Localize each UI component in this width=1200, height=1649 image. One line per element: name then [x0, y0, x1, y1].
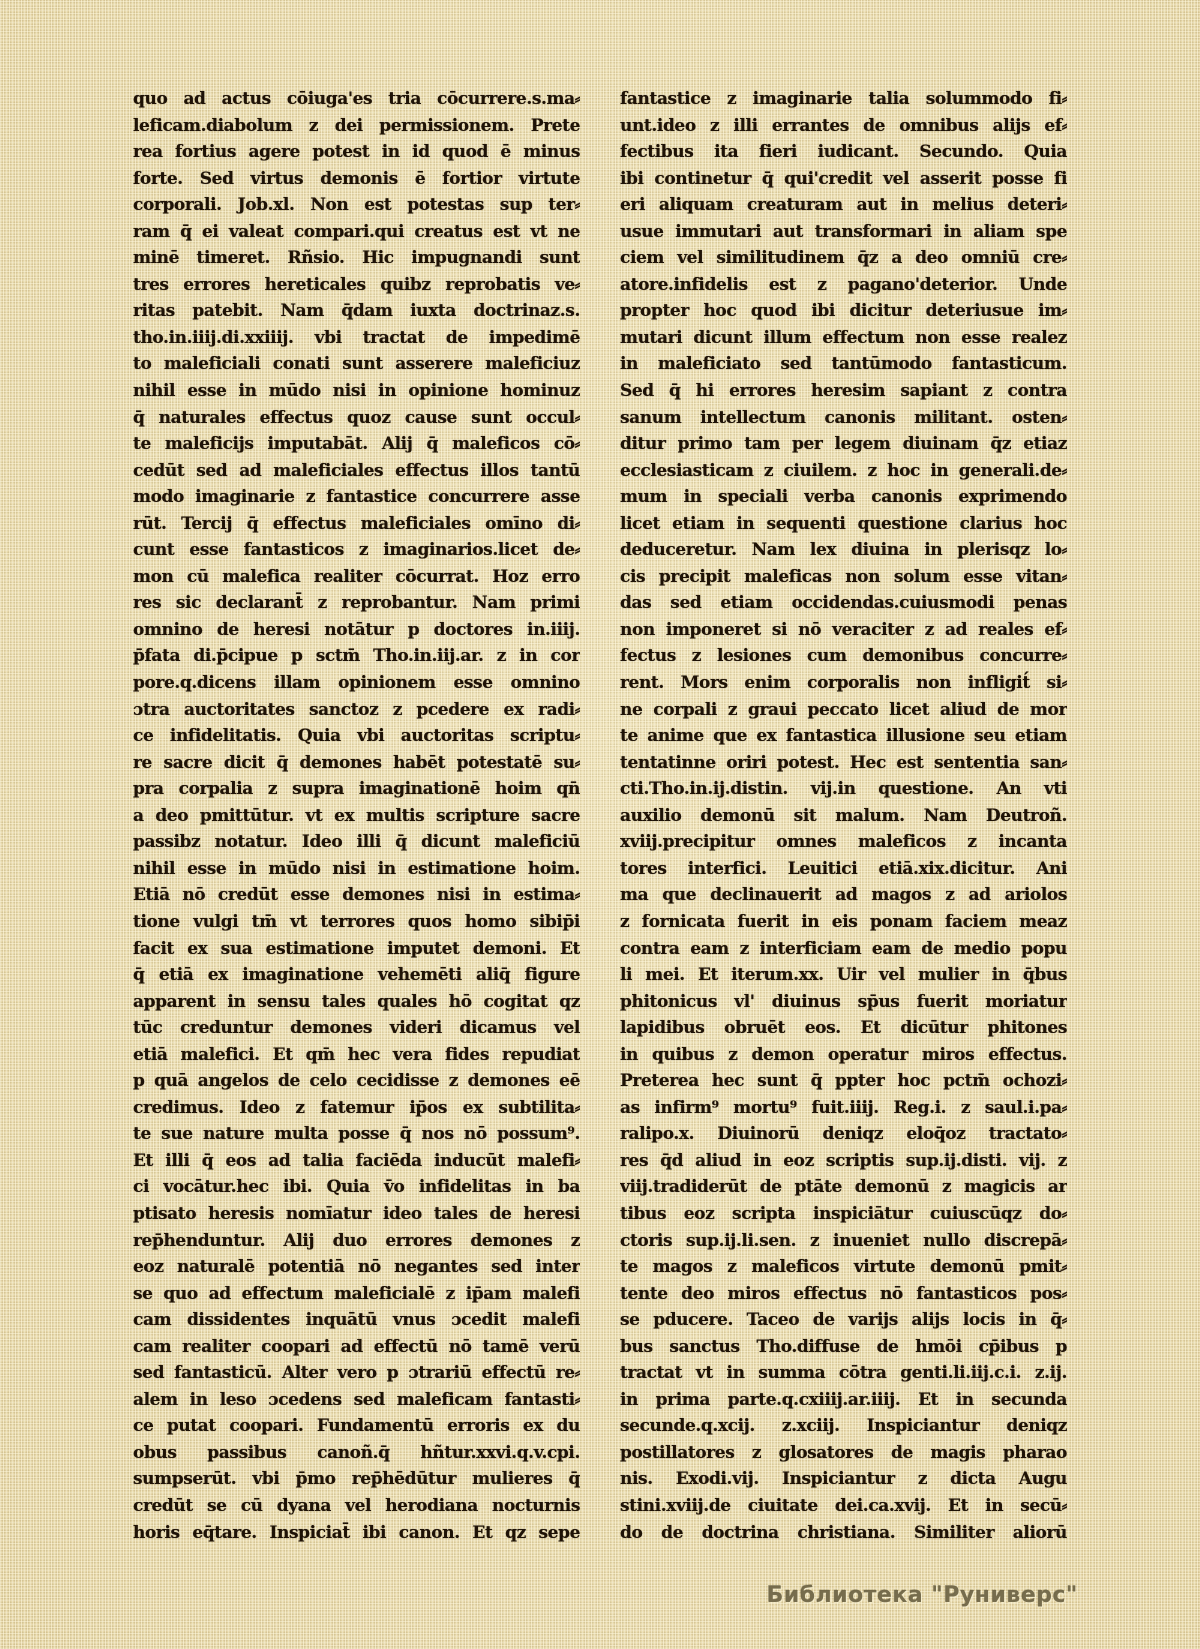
- text-line: modo imaginarie z fantastice concurrere asse: [133, 487, 580, 508]
- text-line: ctoris sup.ij.li.sen. z inueniet nullo discrepā⸗: [620, 1230, 1067, 1251]
- text-line: ditur primo tam per legem diuinam q̄z etiaz: [620, 434, 1067, 455]
- text-line: ne corpali z graui peccato licet aliud de mor: [620, 699, 1067, 720]
- text-line: nihil esse in mūdo nisi in opinione hominuz: [133, 381, 580, 402]
- text-line: tente deo miros effectus nō fantasticos pos⸗: [620, 1283, 1067, 1304]
- text-line: tho.in.iiij.di.xxiiij. vbi tractat de impedimē: [133, 327, 580, 348]
- text-line: rent. Mors enim corporalis non infligit́ si⸗: [620, 673, 1067, 694]
- text-line: auxilio demonū sit malum. Nam Deutroñ.: [620, 805, 1067, 826]
- text-line: Preterea hec sunt q̄ ppter hoc pctm̄ ochozi⸗: [620, 1071, 1067, 1092]
- text-line: ɔtra auctoritates sanctoz z pcedere ex radi⸗: [133, 699, 580, 720]
- text-line: sanum intellectum canonis militant. osten⸗: [620, 407, 1067, 428]
- text-line: fectibus ita fieri iudicant. Secundo. Quia: [620, 142, 1067, 163]
- text-line: unt.ideo z illi errantes de omnibus alijs ef⸗: [620, 115, 1067, 136]
- text-line: z fornicata fuerit in eis ponam faciem meaz: [620, 911, 1067, 932]
- text-line: sed fantasticū. Alter vero p ɔtrariū effectū re⸗: [133, 1363, 580, 1384]
- text-line: lapidibus obruēt eos. Et dicūtur phitones: [620, 1018, 1067, 1039]
- text-line: pore.q.dicens illam opinionem esse omnino: [133, 673, 580, 694]
- text-line: viij.tradiderūt de ptāte demonū z magicis ar: [620, 1177, 1067, 1198]
- text-line: cedūt sed ad maleficiales effectus illos tantū: [133, 460, 580, 481]
- text-line: usue immutari aut transformari in aliam spe: [620, 221, 1067, 242]
- text-line: quo ad actus cōiuga'es tria cōcurrere.s.ma⸗: [133, 89, 580, 109]
- text-line: res sic declarant̄ z reprobantur. Nam primi: [133, 593, 580, 614]
- text-line: etiā malefici. Et qm̄ hec vera fides repudiat: [133, 1044, 580, 1065]
- text-line: rea fortius agere potest in id quod ē minus: [133, 142, 580, 163]
- text-line: mutari dicunt illum effectum non esse realez: [620, 327, 1067, 348]
- text-line: tractat vt in summa cōtra genti.li.iij.c.i. z.ij.: [620, 1363, 1067, 1384]
- text-line: nis. Exodi.vij. Inspiciantur z dicta Augu: [620, 1469, 1067, 1490]
- text-line: alem in leso ɔcedens sed maleficam fantasti⸗: [133, 1389, 580, 1410]
- text-line: omnino de heresi notātur p doctores in.iiij.: [133, 619, 580, 640]
- text-line: in maleficiato sed tantūmodo fantasticum.: [620, 354, 1067, 375]
- text-line: propter hoc quod ibi dicitur deteriusue im⸗: [620, 301, 1067, 322]
- text-line: p quā angelos de celo cecidisse z demones eē: [133, 1071, 580, 1092]
- text-line: tūc creduntur demones videri dicamus vel: [133, 1018, 580, 1039]
- text-line: facit ex sua estimatione imputet demoni. Et: [133, 938, 580, 959]
- text-line: te anime que ex fantastica illusione seu etiam: [620, 726, 1067, 747]
- text-line: ibi continetur q̄ qui'credit vel asserit posse fi: [620, 168, 1067, 189]
- text-line: licet etiam in sequenti questione clarius hoc: [620, 513, 1067, 534]
- text-line: li mei. Et iterum.xx. Uir vel mulier in q̄bus: [620, 965, 1067, 986]
- text-line: contra eam z interficiam eam de medio popu: [620, 938, 1067, 959]
- text-line: atore.infidelis est z pagano'deterior. Unde: [620, 274, 1067, 295]
- text-line: Sed q̄ hi errores heresim sapiant z contra: [620, 381, 1067, 402]
- library-watermark: Библиотека "Руниверс": [766, 1583, 1078, 1608]
- text-line: eoz naturalē potentiā nō negantes sed inter: [133, 1257, 580, 1278]
- text-line: cti.Tho.in.ij.distin. vij.in questione. An vti: [620, 779, 1067, 800]
- text-line: credimus. Ideo z fatemur ip̄os ex subtilita⸗: [133, 1097, 580, 1118]
- text-line: ecclesiasticam z ciuilem. z hoc in generali.de⸗: [620, 460, 1067, 481]
- text-line: secunde.q.xcij. z.xciij. Inspiciantur deniqz: [620, 1416, 1067, 1437]
- text-line: se quo ad effectum maleficialē z ip̄am malefi: [133, 1283, 580, 1304]
- text-line: te magos z maleficos virtute demonū pmit⸗: [620, 1257, 1067, 1278]
- text-line: apparent in sensu tales quales hō cogitat qz: [133, 991, 580, 1012]
- text-line: tibus eoz scripta inspiciātur cuiuscūqz do⸗: [620, 1203, 1067, 1224]
- text-line: cam realiter coopari ad effectū nō tamē verū: [133, 1336, 580, 1357]
- text-line: ma que declinauerit ad magos z ad ariolos: [620, 885, 1067, 906]
- text-line: fantastice z imaginarie talia solummodo fi⸗: [620, 89, 1067, 109]
- text-column-right: [620, 86, 1067, 1546]
- text-line: ce infidelitatis. Quia vbi auctoritas scriptu⸗: [133, 726, 580, 747]
- text-line: forte. Sed virtus demonis ē fortior virtute: [133, 168, 580, 189]
- text-line: mon cū malefica realiter cōcurrat. Hoz erro: [133, 566, 580, 587]
- text-line: ralipo.x. Diuinorū deniqz eloq̄oz tractato⸗: [620, 1124, 1067, 1145]
- text-line: q̄ etiā ex imaginatione vehemēti aliq̄ figure: [133, 965, 580, 986]
- text-line: re sacre dicit q̄ demones habēt potestatē su⸗: [133, 752, 580, 773]
- text-line: eri aliquam creaturam aut in melius deteri⸗: [620, 195, 1067, 216]
- text-line: bus sanctus Tho.diffuse de hmōi cp̄ibus p: [620, 1336, 1067, 1357]
- text-line: in quibus z demon operatur miros effectus.: [620, 1044, 1067, 1065]
- text-line: minē timeret. Rñsio. Hic impugnandi sunt: [133, 248, 580, 269]
- text-line: do de doctrina christiana. Similiter aliorū: [620, 1522, 1067, 1543]
- text-line: fectus z lesiones cum demonibus concurre⸗: [620, 646, 1067, 667]
- text-line: passibz notatur. Ideo illi q̄ dicunt maleficiū: [133, 832, 580, 853]
- text-line: corporali. Job.xl. Non est potestas sup ter⸗: [133, 195, 580, 216]
- text-line: non imponeret si nō veraciter z ad reales ef⸗: [620, 619, 1067, 640]
- text-line: res q̄d aliud in eoz scriptis sup.ij.disti. vij. z: [620, 1150, 1067, 1171]
- text-line: deduceretur. Nam lex diuina in plerisqz lo⸗: [620, 540, 1067, 561]
- text-line: in prima parte.q.cxiiij.ar.iiij. Et in secunda: [620, 1389, 1067, 1410]
- text-line: ce putat coopari. Fundamentū erroris ex du: [133, 1416, 580, 1437]
- text-line: Etiā nō credūt esse demones nisi in estima⸗: [133, 885, 580, 906]
- text-line: as infirm⁹ mortu⁹ fuit.iiij. Reg.i. z saul.i.pa⸗: [620, 1097, 1067, 1118]
- text-line: nihil esse in mūdo nisi in estimatione hoim.: [133, 858, 580, 879]
- text-line: credūt se cū dyana vel herodiana nocturnis: [133, 1495, 580, 1516]
- text-line: tione vulgi tm̄ vt terrores quos homo sibip̄i: [133, 911, 580, 932]
- text-line: leficam.diabolum z dei permissionem. Prete: [133, 115, 580, 136]
- text-line: cam dissidentes inquātū vnus ɔcedit malefi: [133, 1310, 580, 1331]
- text-line: ram q̄ ei valeat compari.qui creatus est vt ne: [133, 221, 580, 242]
- text-line: rūt. Tercij q̄ effectus maleficiales omīno di⸗: [133, 513, 580, 534]
- text-line: das sed etiam occidendas.cuiusmodi penas: [620, 593, 1067, 614]
- text-line: cunt esse fantasticos z imaginarios.licet de⸗: [133, 540, 580, 561]
- text-line: ptisato heresis nomīatur ideo tales de heresi: [133, 1203, 580, 1224]
- text-line: rep̄henduntur. Alij duo errores demones z: [133, 1230, 580, 1251]
- text-line: phitonicus vl' diuinus sp̄us fuerit moriatur: [620, 991, 1067, 1012]
- text-line: tores interfici. Leuitici etiā.xix.dicitur. Ani: [620, 858, 1067, 879]
- text-line: ciem vel similitudinem q̄z a deo omniū cre⸗: [620, 248, 1067, 269]
- text-line: postillatores z glosatores de magis pharao: [620, 1442, 1067, 1463]
- text-line: te sue nature multa posse q̄ nos nō possum⁹.: [133, 1124, 580, 1145]
- text-line: p̄fata di.p̄cipue p sctm̄ Tho.in.iij.ar. z in cor: [133, 646, 580, 667]
- text-line: stini.xviij.de ciuitate dei.ca.xvij. Et in secū⸗: [620, 1495, 1067, 1516]
- text-line: mum in speciali verba canonis exprimendo: [620, 487, 1067, 508]
- text-line: cis precipit maleficas non solum esse vitan⸗: [620, 566, 1067, 587]
- text-line: ritas patebit. Nam q̄dam iuxta doctrinaz.s.: [133, 301, 580, 322]
- text-column-left: [133, 86, 580, 1546]
- text-line: q̄ naturales effectus quoz cause sunt occul⸗: [133, 407, 580, 428]
- text-line: a deo pmittūtur. vt ex multis scripture sacre: [133, 805, 580, 826]
- text-line: Et illi q̄ eos ad talia faciēda inducūt malefi⸗: [133, 1150, 580, 1171]
- text-line: obus passibus canoñ.q̄ hñtur.xxvi.q.v.cpi.: [133, 1442, 580, 1463]
- text-line: xviij.precipitur omnes maleficos z incanta: [620, 832, 1067, 853]
- text-line: tentatinne oriri potest. Hec est sententia san⸗: [620, 752, 1067, 773]
- text-line: se pducere. Taceo de varijs alijs locis in q̄⸗: [620, 1310, 1067, 1331]
- text-line: to maleficiali conati sunt asserere maleficiuz: [133, 354, 580, 375]
- text-line: tres errores hereticales quibz reprobatis ve⸗: [133, 274, 580, 295]
- text-line: ci vocātur.hec ibi. Quia v̄o infidelitas in ba: [133, 1177, 580, 1198]
- text-line: sumpserūt. vbi p̄mo rep̄hēdūtur mulieres q̄: [133, 1469, 580, 1490]
- text-line: pra corpalia z supra imaginationē hoim qn̄: [133, 779, 580, 800]
- text-line: te maleficijs imputabāt. Alij q̄ maleficos cō⸗: [133, 434, 580, 455]
- text-line: horis eq̄tare. Inspiciat̄ ibi canon. Et qz sepe: [133, 1522, 580, 1543]
